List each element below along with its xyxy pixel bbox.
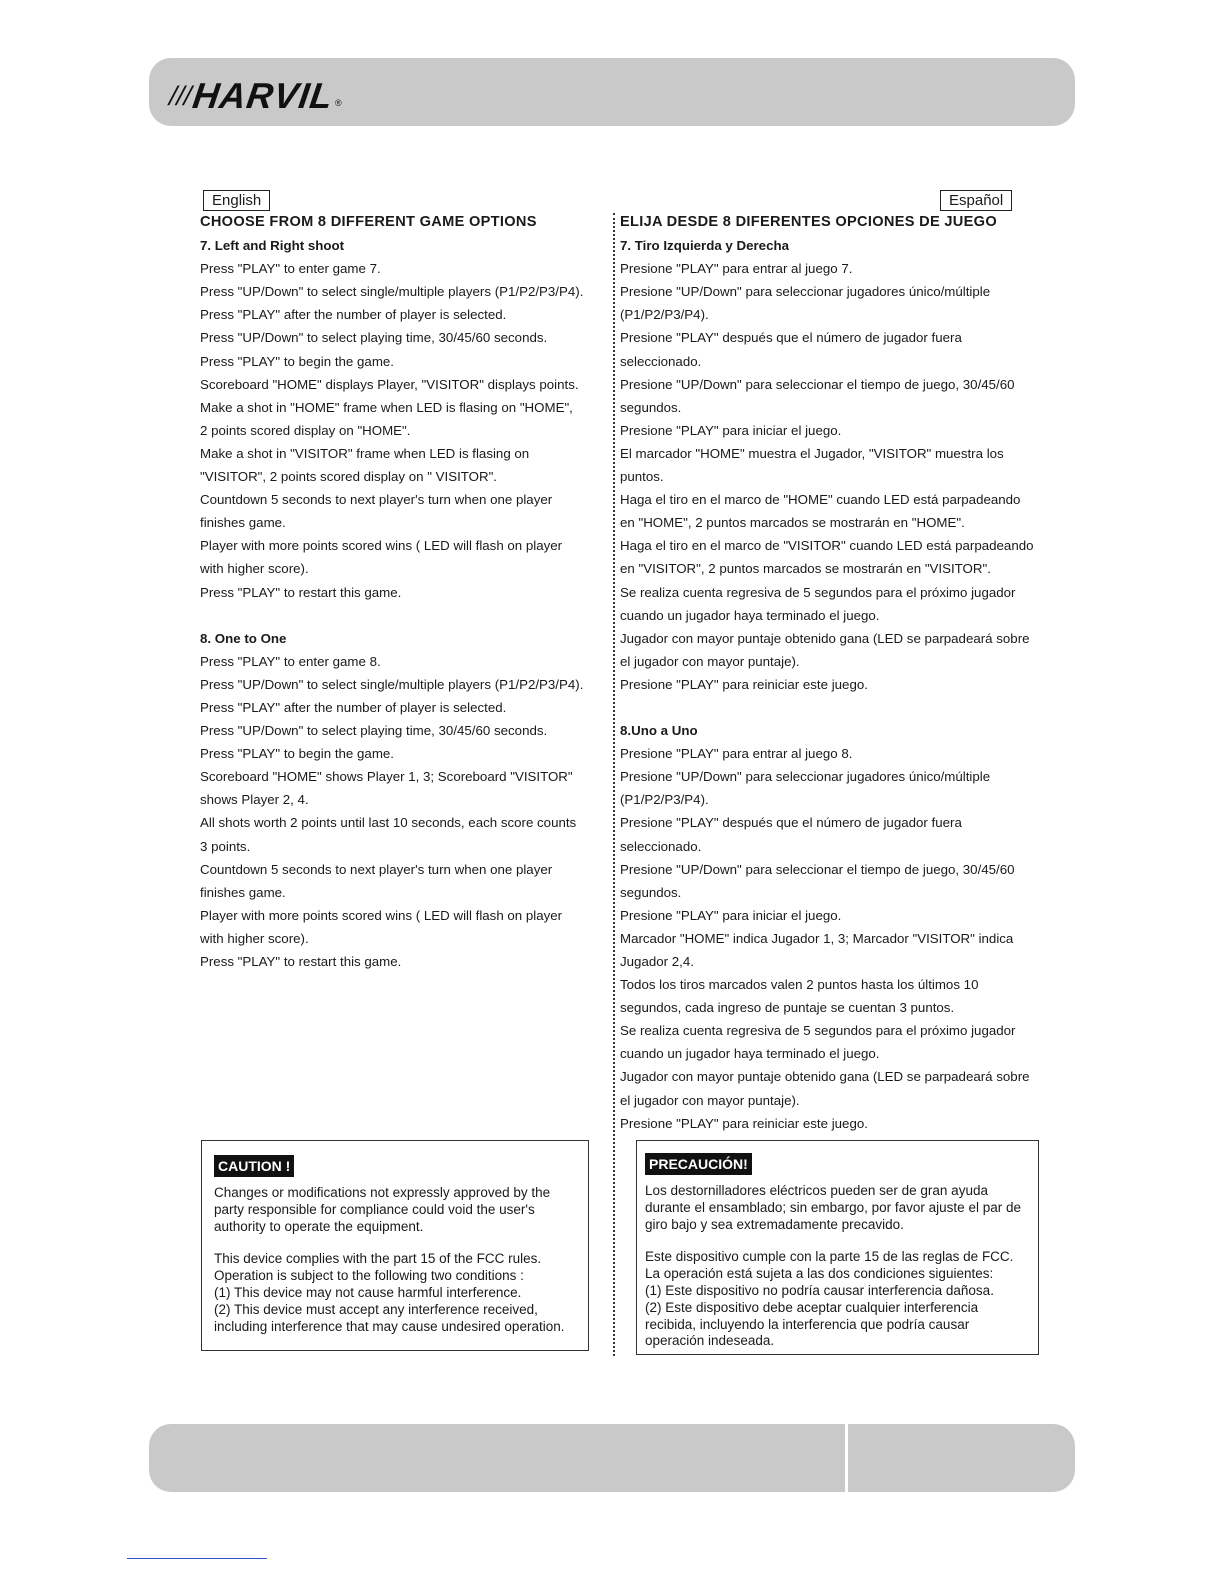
instruction-line: Presione "UP/Down" para seleccionar el tiempo de juego, 30/45/60 xyxy=(620,376,1015,392)
instruction-line: Press "PLAY" to enter game 8. xyxy=(200,653,381,669)
instruction-line: seleccionado. xyxy=(620,838,702,854)
instruction-line: 2 points scored display on "HOME". xyxy=(200,422,411,438)
instruction-line: Presione "UP/Down" para seleccionar jugadores único/múltiple xyxy=(620,769,991,785)
instruction-line: cuando un jugador haya terminado el juego. xyxy=(620,1046,880,1062)
caution-text-line: (2) This device must accept any interference received, xyxy=(214,1301,538,1317)
spacer xyxy=(645,1233,1030,1249)
precaucion-badge: PRECAUCIÓN! xyxy=(645,1153,752,1175)
column-divider xyxy=(613,213,615,1356)
english-column xyxy=(200,211,610,973)
instruction-line: segundos. xyxy=(620,399,682,415)
instruction-line: Press "PLAY" to restart this game. xyxy=(200,584,402,600)
caution-box-spanish xyxy=(636,1140,1039,1355)
instruction-line: Scoreboard "HOME" shows Player 1, 3; Scoreboard "VISITOR" xyxy=(200,769,573,785)
caution-badge: CAUTION ! xyxy=(214,1155,294,1177)
instruction-line: All shots worth 2 points until last 10 seconds, each score counts xyxy=(200,815,577,831)
lang-label-spanish: Español xyxy=(940,190,1012,211)
instruction-line: Countdown 5 seconds to next player's turn when one player xyxy=(200,861,553,877)
instruction-line: Scoreboard "HOME" displays Player, "VISITOR" displays points. xyxy=(200,376,579,392)
caution-text-line: operación indeseada. xyxy=(645,1333,775,1349)
instruction-line: Todos los tiros marcados valen 2 puntos hasta los últimos 10 xyxy=(620,977,979,993)
bottom-rule xyxy=(127,1558,267,1559)
instruction-line: Haga el tiro en el marco de "VISITOR" cuando LED está parpadeando xyxy=(620,538,1034,554)
instruction-line: en "VISITOR", 2 puntos marcados se mostrarán en "VISITOR". xyxy=(620,561,991,577)
english-title: CHOOSE FROM 8 DIFFERENT GAME OPTIONS xyxy=(200,214,537,230)
instruction-line: Presione "PLAY" después que el número de jugador fuera xyxy=(620,330,962,346)
instruction-line: shows Player 2, 4. xyxy=(200,792,309,808)
caution-text-line: party responsible for compliance could void the user's xyxy=(214,1201,535,1217)
caution-text-line: This device complies with the part 15 of the FCC rules. xyxy=(214,1251,542,1267)
instruction-line: el jugador con mayor puntaje). xyxy=(620,653,800,669)
caution-text-line: durante el ensamblado; sin embargo, por favor ajuste el par de xyxy=(645,1199,1021,1215)
registered-mark: ® xyxy=(335,98,342,108)
instruction-line: Se realiza cuenta regresiva de 5 segundos para el próximo jugador xyxy=(620,1023,1016,1039)
instruction-line: Player with more points scored wins ( LED will flash on player xyxy=(200,907,563,923)
instruction-line: Jugador con mayor puntaje obtenido gana (LED se parpadeará sobre xyxy=(620,1069,1030,1085)
instruction-line: el jugador con mayor puntaje). xyxy=(620,1092,800,1108)
instruction-line: 3 points. xyxy=(200,838,251,854)
instruction-line: cuando un jugador haya terminado el juego. xyxy=(620,607,880,623)
caution-text-line: (2) Este dispositivo debe aceptar cualquier interferencia xyxy=(645,1299,979,1315)
caution-text-line: (1) Este dispositivo no podría causar interferencia dañosa. xyxy=(645,1282,994,1298)
instruction-line: finishes game. xyxy=(200,884,286,900)
spacer xyxy=(620,696,1060,719)
instruction-line: segundos, cada ingreso de puntaje se cuentan 3 puntos. xyxy=(620,1000,955,1016)
instruction-line: El marcador "HOME" muestra el Jugador, "VISITOR" muestra los xyxy=(620,445,1004,461)
section-heading: 7. Tiro Izquierda y Derecha xyxy=(620,238,789,254)
instruction-line: en "HOME", 2 puntos marcados se mostrarán en "HOME". xyxy=(620,515,965,531)
section-heading: 7. Left and Right shoot xyxy=(200,238,345,254)
section-heading: 8.Uno a Uno xyxy=(620,723,698,739)
caution-text-line: Operation is subject to the following two conditions : xyxy=(214,1268,524,1284)
caution-text-line: La operación está sujeta a las dos condiciones siguientes: xyxy=(645,1266,994,1282)
instruction-line: Press "UP/Down" to select playing time, 30/45/60 seconds. xyxy=(200,330,548,346)
instruction-line: Presione "PLAY" para iniciar el juego. xyxy=(620,422,842,438)
instruction-line: "VISITOR", 2 points scored display on " VISITOR". xyxy=(200,469,498,485)
instruction-line: (P1/P2/P3/P4). xyxy=(620,792,709,808)
header-bar xyxy=(149,58,1075,126)
caution-text-line: Los destornilladores eléctricos pueden ser de gran ayuda xyxy=(645,1183,988,1198)
instruction-line: Haga el tiro en el marco de "HOME" cuando LED está parpadeando xyxy=(620,492,1021,508)
instruction-line: Presione "PLAY" para iniciar el juego. xyxy=(620,907,842,923)
instruction-line: Countdown 5 seconds to next player's turn when one player xyxy=(200,492,553,508)
brand-logo xyxy=(169,66,342,118)
caution-text-line: (1) This device may not cause harmful interference. xyxy=(214,1284,522,1300)
logo-slash-icon: /// xyxy=(169,79,192,112)
instruction-line: Press "PLAY" to enter game 7. xyxy=(200,261,381,277)
instruction-line: Jugador con mayor puntaje obtenido gana (LED se parpadeará sobre xyxy=(620,630,1030,646)
instruction-line: Presione "PLAY" para entrar al juego 8. xyxy=(620,746,853,762)
footer-divider xyxy=(845,1424,848,1492)
spacer xyxy=(200,604,610,627)
caution-text-line: Este dispositivo cumple con la parte 15 de las reglas de FCC. xyxy=(645,1249,1014,1265)
instruction-line: Press "PLAY" after the number of player is selected. xyxy=(200,699,507,715)
instruction-line: Press "PLAY" to begin the game. xyxy=(200,353,394,369)
instruction-line: segundos. xyxy=(620,884,682,900)
caution-text-line: authority to operate the equipment. xyxy=(214,1218,424,1234)
instruction-line: finishes game. xyxy=(200,515,286,531)
instruction-line: Press "UP/Down" to select playing time, 30/45/60 seconds. xyxy=(200,723,548,739)
caution-text-line: recibida, incluyendo la interferencia que podría causar xyxy=(645,1316,970,1332)
instruction-line: with higher score). xyxy=(200,930,309,946)
brand-name: HARVIL xyxy=(190,75,336,116)
instruction-line: Press "UP/Down" to select single/multiple players (P1/P2/P3/P4). xyxy=(200,676,584,692)
lang-label-english: English xyxy=(203,190,270,211)
instruction-line: Press "PLAY" after the number of player is selected. xyxy=(200,307,507,323)
footer-bar xyxy=(149,1424,1075,1492)
caution-text-line: including interference that may cause undesired operation. xyxy=(214,1318,565,1334)
caution-box-english xyxy=(201,1140,589,1351)
instruction-line: Make a shot in "HOME" frame when LED is flasing on "HOME", xyxy=(200,399,573,415)
instruction-line: Make a shot in "VISITOR" frame when LED is flasing on xyxy=(200,445,530,461)
instruction-line: seleccionado. xyxy=(620,353,702,369)
instruction-line: (P1/P2/P3/P4). xyxy=(620,307,709,323)
instruction-line: Player with more points scored wins ( LED will flash on player xyxy=(200,538,563,554)
instruction-line: Presione "PLAY" para entrar al juego 7. xyxy=(620,261,853,277)
spanish-column xyxy=(620,211,1060,1135)
section-heading: 8. One to One xyxy=(200,630,287,646)
spanish-title: ELIJA DESDE 8 DIFERENTES OPCIONES DE JUEGO xyxy=(620,214,997,230)
instruction-line: Presione "PLAY" para reiniciar este juego. xyxy=(620,1115,868,1131)
instruction-line: Presione "PLAY" para reiniciar este juego. xyxy=(620,676,868,692)
instruction-line: Press "UP/Down" to select single/multiple players (P1/P2/P3/P4). xyxy=(200,284,584,300)
spacer xyxy=(214,1235,576,1251)
caution-text-line: Changes or modifications not expressly approved by the xyxy=(214,1185,551,1200)
instruction-line: Se realiza cuenta regresiva de 5 segundos para el próximo jugador xyxy=(620,584,1016,600)
caution-text-line: giro bajo y sea extremadamente precavido. xyxy=(645,1216,904,1232)
instruction-line: puntos. xyxy=(620,469,664,485)
instruction-line: Marcador "HOME" indica Jugador 1, 3; Marcador "VISITOR" indica xyxy=(620,930,1014,946)
instruction-line: Presione "UP/Down" para seleccionar el tiempo de juego, 30/45/60 xyxy=(620,861,1015,877)
instruction-line: with higher score). xyxy=(200,561,309,577)
instruction-line: Presione "PLAY" después que el número de jugador fuera xyxy=(620,815,962,831)
instruction-line: Presione "UP/Down" para seleccionar jugadores único/múltiple xyxy=(620,284,991,300)
instruction-line: Press "PLAY" to begin the game. xyxy=(200,746,394,762)
instruction-line: Press "PLAY" to restart this game. xyxy=(200,954,402,969)
instruction-line: Jugador 2,4. xyxy=(620,954,694,969)
